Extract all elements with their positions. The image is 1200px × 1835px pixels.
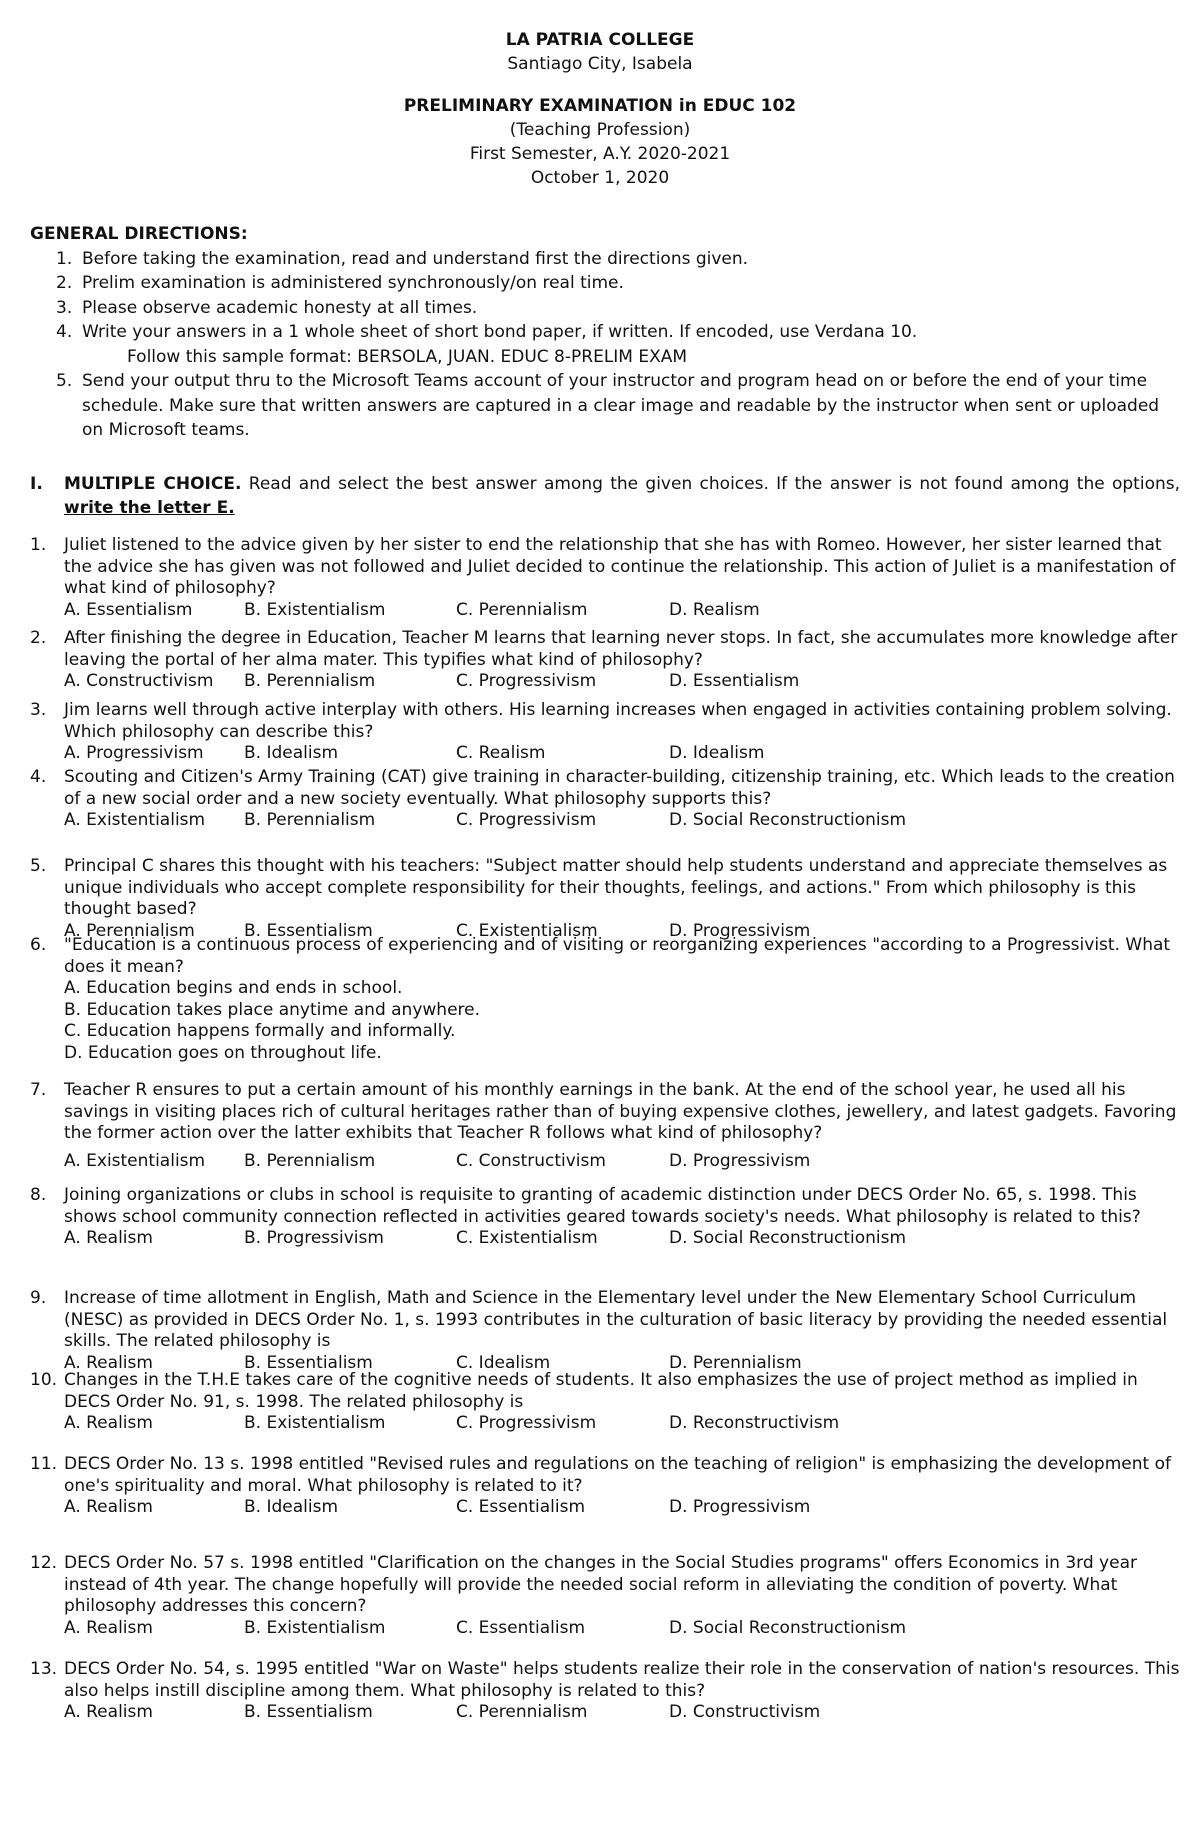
answer-choice: C. Existentialism (456, 1228, 598, 1248)
answer-choice: B. Perennialism (244, 1150, 376, 1171)
answer-choice: D. Social Reconstructionism (669, 1617, 907, 1638)
question-text: Increase of time allotment in English, Math and Science in the Elementary level under the New Elementary School Curriculum (NESC) as provided in DECS Order No. 1, s. 1993 contributes in the culturation of basic literacy by providing the needed essential skills. The related philosophy is (64, 1288, 1168, 1351)
question-text: Changes in the T.H.E takes care of the cognitive needs of students. It also emphasizes the use of project method as implied in DECS Order No. 91, s. 1998. The related philosophy is (64, 1370, 1138, 1412)
direction-item: 1. Before taking the examination, read and understand first the directions given. (56, 248, 749, 269)
answer-choice: A. Realism (64, 1497, 153, 1517)
section-title: MULTIPLE CHOICE. (64, 474, 242, 494)
question-3 (30, 700, 1180, 765)
answer-choice: A. Realism (64, 1702, 153, 1722)
answer-choices (64, 1702, 1180, 1724)
question-4 (30, 767, 1180, 832)
exam-title: PRELIMINARY EXAMINATION in EDUC 102 (403, 96, 797, 116)
question-number: 1. (30, 535, 47, 555)
answer-choice: C. Realism (456, 743, 546, 763)
answer-choices (64, 1413, 1180, 1435)
answer-choices (64, 1497, 1180, 1519)
answer-choice: D. Progressivism (669, 920, 811, 941)
answer-choice: C. Idealism (456, 1352, 551, 1373)
section-number: I. (30, 474, 43, 494)
answer-choices (64, 1228, 1180, 1250)
semester: First Semester, A.Y. 2020-2021 (469, 144, 731, 164)
question-text: DECS Order No. 57 s. 1998 entitled "Clarification on the changes in the Social Studies programs" offers Economics in 3rd year instead of 4th year. The change hopefully will provide the needed social reform in alleviating the condition of poverty. What philosophy addresses this concern? (64, 1553, 1137, 1616)
answer-choice: B. Education takes place anytime and anywhere. (64, 999, 481, 1020)
question-10 (30, 1370, 1180, 1435)
answer-choices (64, 671, 1180, 693)
question-text: After finishing the degree in Education, Teacher M learns that learning never stops. In fact, she accumulates more knowledge after leaving the portal of her alma mater. This typifies what kind of philosophy? (64, 628, 1178, 670)
exam-date: October 1, 2020 (530, 168, 670, 188)
answer-choice: B. Essentialism (244, 1702, 373, 1722)
answer-choice: D. Progressivism (669, 1497, 811, 1517)
answer-choices (64, 743, 1180, 765)
answer-choice: B. Existentialism (244, 599, 386, 620)
question-5 (30, 856, 1180, 942)
answer-choice: A. Constructivism (64, 671, 214, 691)
question-number: 4. (30, 767, 47, 787)
question-number: 10. (30, 1370, 58, 1390)
question-number: 7. (30, 1080, 47, 1100)
question-text: DECS Order No. 13 s. 1998 entitled "Revised rules and regulations on the teaching of religion" is emphasizing the development of one's spirituality and moral. What philosophy is related to it? (64, 1454, 1171, 1496)
answer-choices (64, 1618, 1180, 1640)
answer-choice: D. Social Reconstructionism (669, 1228, 907, 1248)
answer-choice: A. Existentialism (64, 1150, 206, 1171)
answer-choice: C. Existentialism (456, 920, 598, 941)
directions-title: GENERAL DIRECTIONS: (30, 224, 248, 244)
question-text: "Education is a continuous process of experiencing and of visiting or reorganizing experiences "according to a Progressivist. What does it mean? (64, 935, 1171, 977)
answer-choice: A. Essentialism (64, 599, 193, 620)
answer-choice: D. Realism (669, 599, 760, 620)
question-text: Jim learns well through active interplay with others. His learning increases when engaged in activities containing problem solving. Which philosophy can describe this? (64, 700, 1172, 742)
answer-choice: D. Perennialism (669, 1352, 802, 1373)
question-number: 9. (30, 1288, 47, 1308)
question-2 (30, 628, 1180, 693)
direction-item: 5. Send your output thru to the Microsoft Teams account of your instructor and program head on or before the end of your time schedule. Make sure that written answers are captured in a clear image and readable by the instructor when sent or uploaded on Microsoft teams. (56, 371, 1160, 440)
answer-choices (64, 600, 1180, 622)
question-number: 5. (30, 856, 47, 876)
answer-choice: B. Progressivism (244, 1228, 384, 1248)
answer-choice: B. Essentialism (244, 1352, 373, 1373)
answer-choices (64, 1151, 1180, 1173)
answer-choices (64, 810, 1180, 832)
answer-choice: C. Essentialism (456, 1617, 586, 1638)
answer-choice: B. Perennialism (244, 810, 376, 830)
question-11 (30, 1454, 1180, 1519)
answer-choice: B. Idealism (244, 743, 339, 763)
question-number: 8. (30, 1185, 47, 1205)
answer-choice: C. Essentialism (456, 1497, 586, 1517)
question-9 (30, 1288, 1180, 1374)
question-number: 2. (30, 628, 47, 648)
answer-choice: D. Reconstructivism (669, 1413, 840, 1433)
general-directions (30, 222, 1180, 443)
answer-choice: A. Realism (64, 1413, 153, 1433)
exam-header (0, 28, 1200, 190)
answer-choice: D. Essentialism (669, 671, 800, 691)
question-text: Scouting and Citizen's Army Training (CAT) give training in character-building, citizenship training, etc. Which leads to the creation of a new social order and a new society eventually. What philosophy supports this? (64, 767, 1175, 809)
question-text: Teacher R ensures to put a certain amount of his monthly earnings in the bank. At the end of the school year, he used all his savings in visiting places rich of cultural heritages rather than of buying expensive clothes, jewellery, and latest gadgets. Favoring the former action over the latter exhibits that Teacher R follows what kind of philosophy? (64, 1080, 1177, 1143)
section-instruction: Read and select the best answer among the given choices. If the answer is not found among the options, (248, 474, 1181, 494)
answer-choice: D. Idealism (669, 743, 765, 763)
answer-choice: C. Education happens formally and informally. (64, 1021, 456, 1041)
section-heading (30, 472, 1180, 520)
answer-choice: A. Realism (64, 1352, 153, 1373)
subject-name: (Teaching Profession) (509, 120, 691, 140)
question-7 (30, 1080, 1180, 1172)
direction-item: 4. Write your answers in a 1 whole sheet of short bond paper, if written. If encoded, use Verdana 10. (56, 322, 918, 342)
answer-choice: A. Realism (64, 1228, 153, 1248)
question-text: DECS Order No. 54, s. 1995 entitled "War on Waste" helps students realize their role in the conservation of nation's resources. This also helps instill discipline among them. What philosophy is related to this? (64, 1659, 1180, 1701)
section-emphasis: write the letter E. (64, 498, 235, 518)
question-number: 11. (30, 1454, 58, 1474)
direction-item: 3. Please observe academic honesty at all times. (56, 297, 478, 318)
answer-choice: A. Progressivism (64, 743, 204, 763)
answer-choice: C. Progressivism (456, 1413, 597, 1433)
answer-choice: B. Idealism (244, 1497, 339, 1517)
question-text: Joining organizations or clubs in school is requisite to granting of academic distinction under DECS Order No. 65, s. 1998. This shows school community connection reflected in activities geared towards society's needs. What philosophy is related to this? (64, 1185, 1141, 1227)
answer-choice: C. Constructivism (456, 1150, 606, 1171)
question-number: 3. (30, 700, 47, 720)
answer-choice: A. Realism (64, 1617, 153, 1638)
question-text: Juliet listened to the advice given by her sister to end the relationship that she has with Romeo. However, her sister learned that the advice she has given was not followed and Juliet decided to continue the relationship. This action of Juliet is a manifestation of what kind of philosophy? (64, 535, 1176, 598)
answer-choice: A. Education begins and ends in school. (64, 978, 403, 998)
question-number: 6. (30, 935, 47, 955)
answer-choice: D. Progressivism (669, 1150, 811, 1171)
question-8 (30, 1185, 1180, 1250)
answer-choice: B. Essentialism (244, 920, 373, 941)
question-number: 13. (30, 1659, 58, 1679)
answer-choice: C. Progressivism (456, 671, 597, 691)
question-13 (30, 1659, 1180, 1724)
answer-choice: D. Social Reconstructionism (669, 810, 907, 830)
question-12 (30, 1553, 1180, 1639)
answer-choice: B. Existentialism (244, 1413, 386, 1433)
answer-choice: A. Existentialism (64, 810, 206, 830)
college-location: Santiago City, Isabela (507, 54, 693, 74)
answer-choice: B. Existentialism (244, 1617, 386, 1638)
answer-choice: C. Perennialism (456, 1702, 588, 1722)
answer-choice: A. Perennialism (64, 920, 195, 941)
question-6 (30, 935, 1180, 1064)
answer-choice: D. Education goes on throughout life. (64, 1042, 382, 1063)
college-name: LA PATRIA COLLEGE (505, 30, 695, 50)
sample-format: Follow this sample format: BERSOLA, JUAN. EDUC 8-PRELIM EXAM (127, 346, 688, 367)
answer-choice: C. Perennialism (456, 599, 588, 620)
answer-choice: C. Progressivism (456, 810, 597, 830)
question-text: Principal C shares this thought with his teachers: "Subject matter should help students understand and appreciate themselves as unique individuals who accept complete responsibility for their thoughts, feelings, and actions." From which philosophy is this thought based? (64, 856, 1168, 919)
question-1 (30, 535, 1180, 621)
answer-choice: D. Constructivism (669, 1702, 821, 1722)
question-number: 12. (30, 1553, 58, 1573)
answer-choice: B. Perennialism (244, 671, 376, 691)
direction-item: 2. Prelim examination is administered synchronously/on real time. (56, 273, 624, 293)
